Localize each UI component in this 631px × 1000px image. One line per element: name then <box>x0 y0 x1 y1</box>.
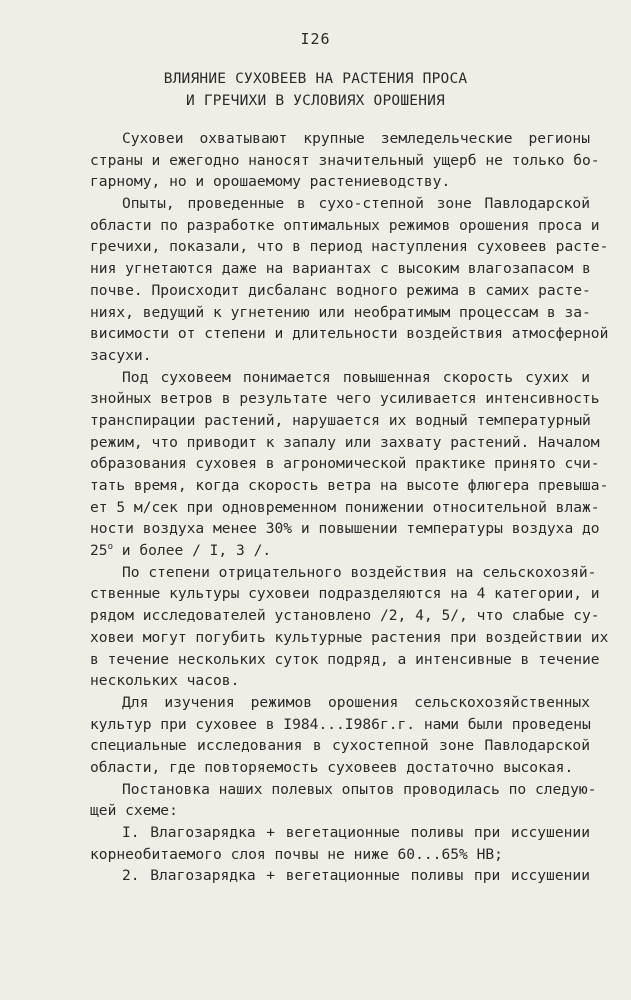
text-line: знойных ветров в результате чего усиливается интенсивность <box>90 390 600 408</box>
text-line: Постановка наших полевых опытов проводилась по следую- <box>122 780 597 798</box>
text-line: ственные культуры суховеи подразделяются на 4 категории, и <box>90 585 600 603</box>
text-line: висимости от степени и длительности воздействия атмосферной <box>90 325 609 343</box>
text-line: специальные исследования в сухостепной зоне Павлодарской <box>90 737 590 755</box>
text-line: области по разработке оптимальных режимов орошения проса и <box>90 216 600 234</box>
text-line: нескольких часов. <box>90 672 240 690</box>
page-number: I26 <box>300 30 331 48</box>
text-line <box>90 540 590 562</box>
title-line-1: ВЛИЯНИЕ СУХОВЕЕВ НА РАСТЕНИЯ ПРОСА <box>163 71 468 87</box>
text-line: образования суховея в агрономической практике принято счи- <box>90 455 600 473</box>
text-line: I. Влагозарядка + вегетационные поливы при иссушении <box>122 824 590 841</box>
text-line: Суховеи охватывают крупные земледельческие регионы <box>122 130 590 147</box>
text-line: 2. Влагозарядка + вегетационные поливы при иссушении <box>122 867 590 885</box>
text-line: области, где повторяемость суховеев достаточно высокая. <box>90 758 574 776</box>
document-title <box>0 68 631 112</box>
text-line: Опыты, проведенные в сухо-степной зоне Павлодарской <box>122 195 590 213</box>
text-line: По степени отрицательного воздействия на сельскохозяй- <box>122 563 597 581</box>
text-line: режим, что приводит к запалу или захвату растений. Началом <box>90 433 600 451</box>
text-line: ховеи могут погубить культурные растения при воздействии их <box>90 628 609 646</box>
temperature-value: 25 <box>90 542 108 560</box>
text-line: ности воздуха менее 30% и повышении температуры воздуха до <box>90 520 600 538</box>
text-line-content: и более / I, 3 /. <box>113 542 272 560</box>
text-line: тать время, когда скорость ветра на высоте флюгера превыша- <box>90 477 609 494</box>
text-line: ния угнетаются даже на вариантах с высоким влагозапасом в <box>90 260 591 278</box>
text-line: почве. Происходит дисбаланс водного режима в самих расте- <box>90 281 591 299</box>
text-line: гречихи, показали, что в период наступления суховеев расте- <box>90 238 609 256</box>
text-line: засухи. <box>90 346 152 364</box>
text-line: страны и ежегодно наносят значительный ущерб не только бо- <box>90 151 600 169</box>
text-line: Под суховеем понимается повышенная скорость сухих и <box>122 368 590 386</box>
text-line: ет 5 м/сек при одновременном понижении относительной влаж- <box>90 498 600 516</box>
text-line: в течение нескольких суток подряд, а интенсивные в течение <box>90 650 600 668</box>
text-line: корнеобитаемого слоя почвы не ниже 60...65% НВ; <box>90 845 503 863</box>
degree-sign: o <box>107 542 113 553</box>
text-line: рядом исследователей установлено /2, 4, 5/, что слабые су- <box>90 607 600 625</box>
text-line: ниях, ведущий к угнетению или необратимым процессам в за- <box>90 303 591 321</box>
title-line-2: И ГРЕЧИХИ В УСЛОВИЯХ ОРОШЕНИЯ <box>186 93 445 109</box>
text-line: транспирации растений, нарушается их водный температурный <box>90 411 591 429</box>
text-line: Для изучения режимов орошения сельскохозяйственных <box>122 693 590 711</box>
text-line: гарному, но и орошаемому растениеводству. <box>90 173 451 191</box>
body-text <box>90 128 609 887</box>
text-line: культур при суховее в I984...I986г.г. нами были проведены <box>90 715 591 733</box>
text-line: щей схеме: <box>90 802 178 820</box>
